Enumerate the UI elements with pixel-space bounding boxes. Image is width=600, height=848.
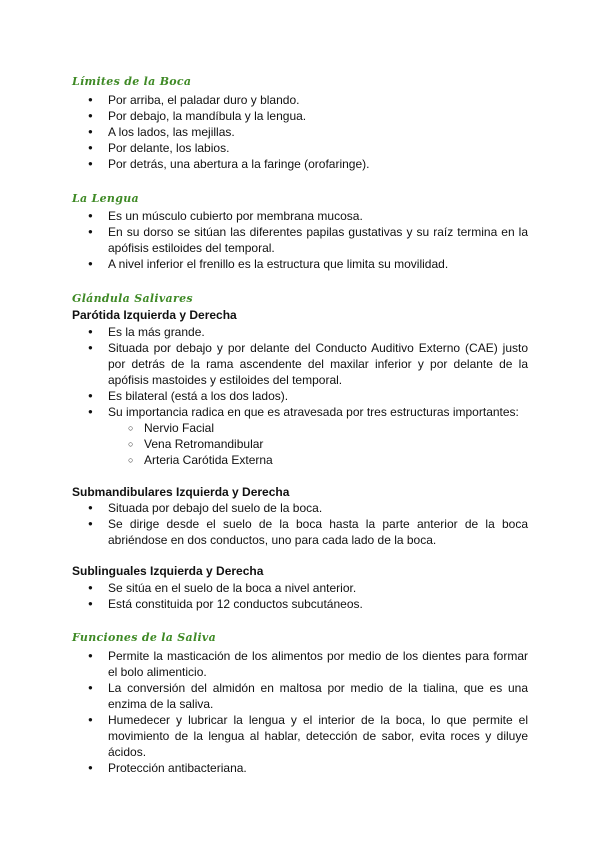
list-item: ● Protección antibacteriana. <box>72 760 528 776</box>
parotida-list <box>72 324 528 468</box>
funciones-list <box>72 648 528 776</box>
list-item: ● Humedecer y lubricar la lengua y el interior de la boca, lo que permite el movimiento de la lengua al hablar, detección de sabor, evita roces y diluye ácidos. <box>72 712 528 760</box>
list-item: ● Permite la masticación de los alimentos por medio de los dientes para formar el bolo alimenticio. <box>72 648 528 680</box>
sublinguales-title: Sublinguales Izquierda y Derecha <box>72 564 264 578</box>
heading-glandulas-salivares: Glándula Salivares <box>72 292 193 305</box>
list-item: ● Es la más grande. <box>72 324 528 340</box>
list-item <box>72 404 528 468</box>
sublinguales-list <box>72 580 528 612</box>
heading-funciones-saliva: Funciones de la Saliva <box>72 631 217 644</box>
list-item: ● Se dirige desde el suelo de la boca hasta la parte anterior de la boca abriéndose en dos conductos, uno para cada lado de la boca. <box>72 516 528 548</box>
submandibulares-list <box>72 500 528 548</box>
list-item: ● Por delante, los labios. <box>72 140 528 156</box>
list-item: ● Es un músculo cubierto por membrana mucosa. <box>72 208 528 224</box>
sub-list-item: ○ Arteria Carótida Externa <box>108 452 528 468</box>
sub-list-item: ○ Nervio Facial <box>108 420 528 436</box>
list-item: ● Por detrás, una abertura a la faringe (orofaringe). <box>72 156 528 172</box>
list-item: ● Por arriba, el paladar duro y blando. <box>72 92 528 108</box>
parotida-title: Parótida Izquierda y Derecha <box>72 308 237 322</box>
list-item: ● Se sitúa en el suelo de la boca a nivel anterior. <box>72 580 528 596</box>
list-item: ● Está constituida por 12 conductos subcutáneos. <box>72 596 528 612</box>
list-item: ● En su dorso se sitúan las diferentes papilas gustativas y su raíz termina en la apófisis estiloides del temporal. <box>72 224 528 256</box>
list-item-text: Su importancia radica en que es atravesada por tres estructuras importantes: <box>108 405 519 419</box>
heading-lengua: La Lengua <box>72 192 139 205</box>
sub-list-item: ○ Vena Retromandibular <box>108 436 528 452</box>
list-item: ● Situada por debajo del suelo de la boca. <box>72 500 528 516</box>
limites-list <box>72 92 528 172</box>
list-item: ● Por debajo, la mandíbula y la lengua. <box>72 108 528 124</box>
list-item: ● A los lados, las mejillas. <box>72 124 528 140</box>
list-item: ● A nivel inferior el frenillo es la estructura que limita su movilidad. <box>72 256 528 272</box>
parotida-structures-list <box>108 420 528 468</box>
list-item: ● Es bilateral (está a los dos lados). <box>72 388 528 404</box>
submandibulares-title: Submandibulares Izquierda y Derecha <box>72 485 290 499</box>
heading-limites-boca: Límites de la Boca <box>72 75 192 88</box>
list-item: ● La conversión del almidón en maltosa por medio de la tialina, que es una enzima de la saliva. <box>72 680 528 712</box>
lengua-list <box>72 208 528 272</box>
list-item: ● Situada por debajo y por delante del Conducto Auditivo Externo (CAE) justo por detrás de la rama ascendente del maxilar inferior y por delante de la apófisis mastoides y estiloides del temporal. <box>72 340 528 388</box>
